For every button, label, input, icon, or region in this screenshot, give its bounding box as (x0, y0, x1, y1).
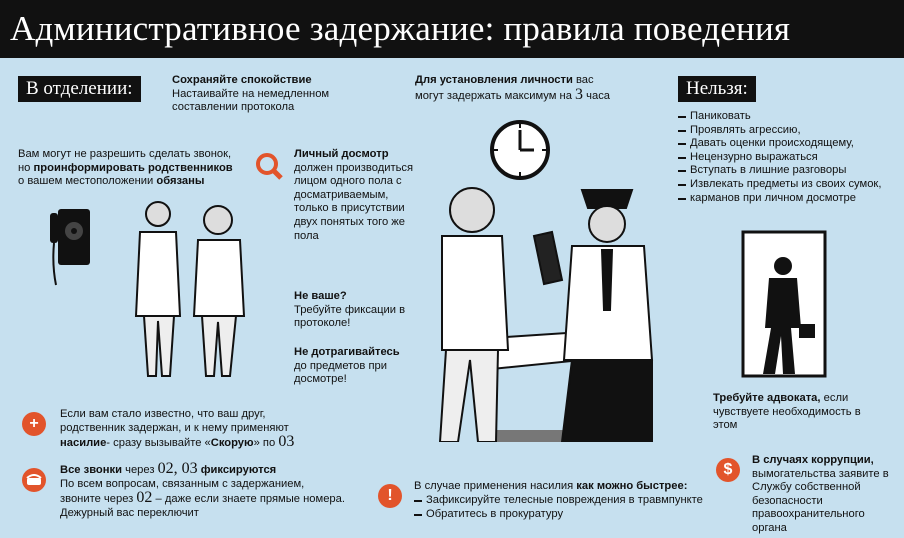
lawyer-head: Требуйте адвоката, (713, 392, 821, 404)
call-bold1: проинформировать родственников (33, 161, 233, 174)
call-line1: Вам могут не разрешить сделать звонок, (18, 148, 232, 160)
calls-line3-pre: звоните через (60, 493, 134, 506)
not-yours-head: Не ваше? (294, 290, 347, 302)
clock-icon (488, 118, 552, 182)
violence-pre: В случае применения насилия (414, 480, 574, 492)
lawyer-block (713, 392, 873, 433)
violence-item: Обратитесь в прокуратуру (414, 508, 714, 522)
magnifier-icon (255, 152, 283, 185)
forbidden-item: Давать оценки происходящему, (678, 137, 893, 151)
not-yours-block (294, 290, 414, 331)
calls-block (60, 462, 355, 520)
call-block (18, 148, 258, 189)
calm-body: Настаивайте на немедленном составлении протокола (172, 87, 330, 114)
forbidden-item: Нецензурно выражаться (678, 151, 893, 165)
violence-block (414, 480, 714, 494)
dont-touch-body: до предметов при досмотре! (294, 359, 387, 386)
violence-list (414, 494, 714, 521)
ambulance-bold: насилие (60, 437, 107, 450)
search-head: Личный досмотр (294, 148, 389, 160)
ambulance-block (60, 408, 305, 451)
door-icon (735, 228, 830, 378)
forbidden-item: Проявлять агрессию, (678, 124, 893, 138)
dont-touch-head: Не дотрагивайтесь (294, 346, 400, 358)
call-pre: но (18, 161, 31, 174)
calls-line3-num: 02 (136, 489, 153, 507)
search-block (294, 148, 422, 243)
identity-hours-num: 3 (575, 85, 584, 103)
ambulance-mid: - сразу вызывайте « (106, 437, 211, 450)
dollar-icon: $ (716, 458, 740, 482)
identity-head: Для установления личности (415, 74, 573, 86)
calls-bold-pre: Все звонки (60, 464, 122, 476)
forbidden-label: Нельзя: (678, 76, 756, 102)
ambulance-num: 03 (278, 433, 295, 451)
corruption-head: В случаях коррупции, (752, 454, 874, 466)
ambulance-bold2: Скорую (210, 437, 254, 450)
calls-line2: По всем вопросам, связанным с задержанием, (60, 477, 305, 490)
calm-block (172, 74, 342, 115)
calm-head: Сохраняйте спокойствие (172, 74, 312, 86)
exclamation-icon: ! (378, 484, 402, 508)
not-yours-body: Требуйте фиксации в протоколе! (294, 303, 406, 330)
lawyer-body: если чувствуете необходимость в этом (713, 392, 861, 432)
search-body: должен производиться лицом одного пола с досматриваемым, только в присутствии двух понятых того же пола (294, 161, 414, 242)
calls-nums: 02, 03 (157, 460, 198, 477)
identity-body: вас могут задержать максимум на (415, 74, 594, 102)
identity-hours-word: часа (586, 89, 611, 102)
call-line3: о вашем местоположении (18, 175, 154, 188)
page-title: Административное задержание: правила поведения (0, 0, 904, 58)
forbidden-item: Паниковать (678, 110, 893, 124)
forbidden-item-cont: карманов при личном досмотре (690, 191, 856, 204)
forbidden-item (678, 192, 893, 206)
detention-illustration (412, 180, 662, 442)
violence-item: Зафиксируйте телесные повреждения в травмпункте (414, 494, 714, 508)
forbidden-list (678, 110, 893, 205)
men-illustration (118, 196, 258, 386)
calls-bold-post: фиксируются (200, 464, 277, 476)
ambulance-end: » по (253, 437, 276, 450)
forbidden-item: Вступать в лишние разговоры (678, 164, 893, 178)
dont-touch-block (294, 346, 414, 387)
forbidden-item: Извлекать предметы из своих сумок, (678, 178, 893, 192)
ambulance-line1: Если вам стало известно, что ваш друг, (60, 408, 266, 420)
violence-bold: как можно быстрее: (576, 480, 688, 492)
corruption-body: вымогательства заявите в Службу собственной безопасности правоохранительного органа (752, 467, 889, 534)
identity-block (415, 74, 625, 103)
telephone-icon (48, 205, 94, 287)
ambulance-line2: родственник задержан, и к нему применяют (60, 421, 289, 434)
calls-line4: Дежурный вас переключит (60, 506, 199, 519)
calls-mid: через (125, 464, 155, 476)
calls-line3-post: – даже если знаете прямые номера. (155, 493, 345, 506)
call-bold2: обязаны (156, 175, 205, 188)
plus-icon: + (22, 412, 46, 436)
corruption-block (752, 454, 892, 536)
phone-icon (22, 468, 46, 492)
in-station-label: В отделении: (18, 76, 141, 102)
